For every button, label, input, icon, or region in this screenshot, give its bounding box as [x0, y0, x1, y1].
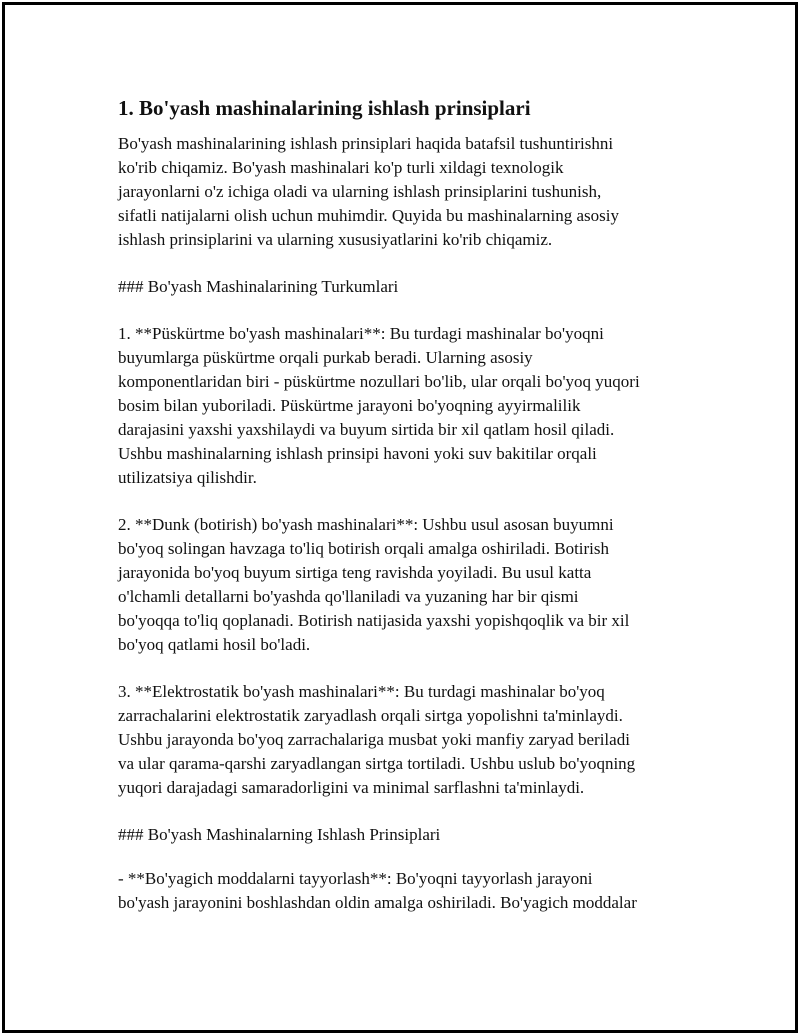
text-line: 3. **Elektrostatik bo'yash mashinalari**: Bu turdagi mashinalar bo'yoq [118, 682, 605, 701]
section-heading-types [118, 275, 690, 299]
text-line: jarayonlarni o'z ichiga oladi va ularning ishlash prinsiplarini tushunish, [118, 182, 602, 201]
text-line: buyumlarga püskürtme orqali purkab beradi. Ularning asosiy [118, 348, 533, 367]
text-line: bo'yash jarayonini boshlashdan oldin amalga oshiriladi. Bo'yagich moddalar [118, 893, 637, 912]
text-line: 1. **Püskürtme bo'yash mashinalari**: Bu turdagi mashinalar bo'yoqni [118, 324, 604, 343]
section-heading-principles [118, 823, 690, 847]
list-item-dye-preparation [118, 867, 690, 915]
text-line: bo'yoq qatlami hosil bo'ladi. [118, 635, 311, 654]
document-body [118, 95, 690, 938]
intro-paragraph [118, 132, 690, 252]
text-line: sifatli natijalarni olish uchun muhimdir. Quyida bu mashinalarning asosiy [118, 206, 619, 225]
text-line: va ular qarama-qarshi zaryadlangan sirtga tortiladi. Ushbu uslub bo'yoqning [118, 754, 636, 773]
list-item-dip-machines [118, 513, 690, 657]
list-item-electrostatic-machines [118, 680, 690, 800]
text-line: yuqori darajadagi samaradorligini va minimal sarflashni ta'minlaydi. [118, 778, 585, 797]
text-line: komponentlaridan biri - püskürtme nozullari bo'lib, ular orqali bo'yoq yuqori [118, 372, 640, 391]
text-line: bosim bilan yuboriladi. Püskürtme jarayoni bo'yoqning ayyirmalilik [118, 396, 581, 415]
text-line: o'lchamli detallarni bo'yashda qo'llaniladi va yuzaning har bir qismi [118, 587, 579, 606]
text-line: ishlash prinsiplarini va ularning xususiyatlarini ko'rib chiqamiz. [118, 230, 553, 249]
list-item-spray-machines [118, 322, 690, 490]
text-line: Bo'yash mashinalarining ishlash prinsiplari haqida batafsil tushuntirishni [118, 134, 614, 153]
text-line: zarrachalarini elektrostatik zaryadlash orqali sirtga yopolishni ta'minlaydi. [118, 706, 623, 725]
text-line: darajasini yaxshi yaxshilaydi va buyum sirtida bir xil qatlam hosil qiladi. [118, 420, 615, 439]
text-line: ### Bo'yash Mashinalarining Turkumlari [118, 277, 399, 296]
text-line: ko'rib chiqamiz. Bo'yash mashinalari ko'p turli xildagi texnologik [118, 158, 564, 177]
document-title: 1. Bo'yash mashinalarining ishlash prinsiplari [118, 96, 531, 120]
text-line: ### Bo'yash Mashinalarning Ishlash Prinsiplari [118, 825, 441, 844]
text-line: Ushbu jarayonda bo'yoq zarrachalariga musbat yoki manfiy zaryad beriladi [118, 730, 630, 749]
text-line: bo'yoq solingan havzaga to'liq botirish orqali amalga oshiriladi. Botirish [118, 539, 610, 558]
text-line: 2. **Dunk (botirish) bo'yash mashinalari**: Ushbu usul asosan buyumni [118, 515, 614, 534]
text-line: jarayonida bo'yoq buyum sirtiga teng ravishda yoyiladi. Bu usul katta [118, 563, 592, 582]
text-line: Ushbu mashinalarning ishlash prinsipi havoni yoki suv bakitilar orqali [118, 444, 597, 463]
text-line: utilizatsiya qilishdir. [118, 468, 257, 487]
text-line: - **Bo'yagich moddalarni tayyorlash**: Bo'yoqni tayyorlash jarayoni [118, 869, 593, 888]
text-line: bo'yoqqa to'liq qoplanadi. Botirish natijasida yaxshi yopishqoqlik va bir xil [118, 611, 630, 630]
